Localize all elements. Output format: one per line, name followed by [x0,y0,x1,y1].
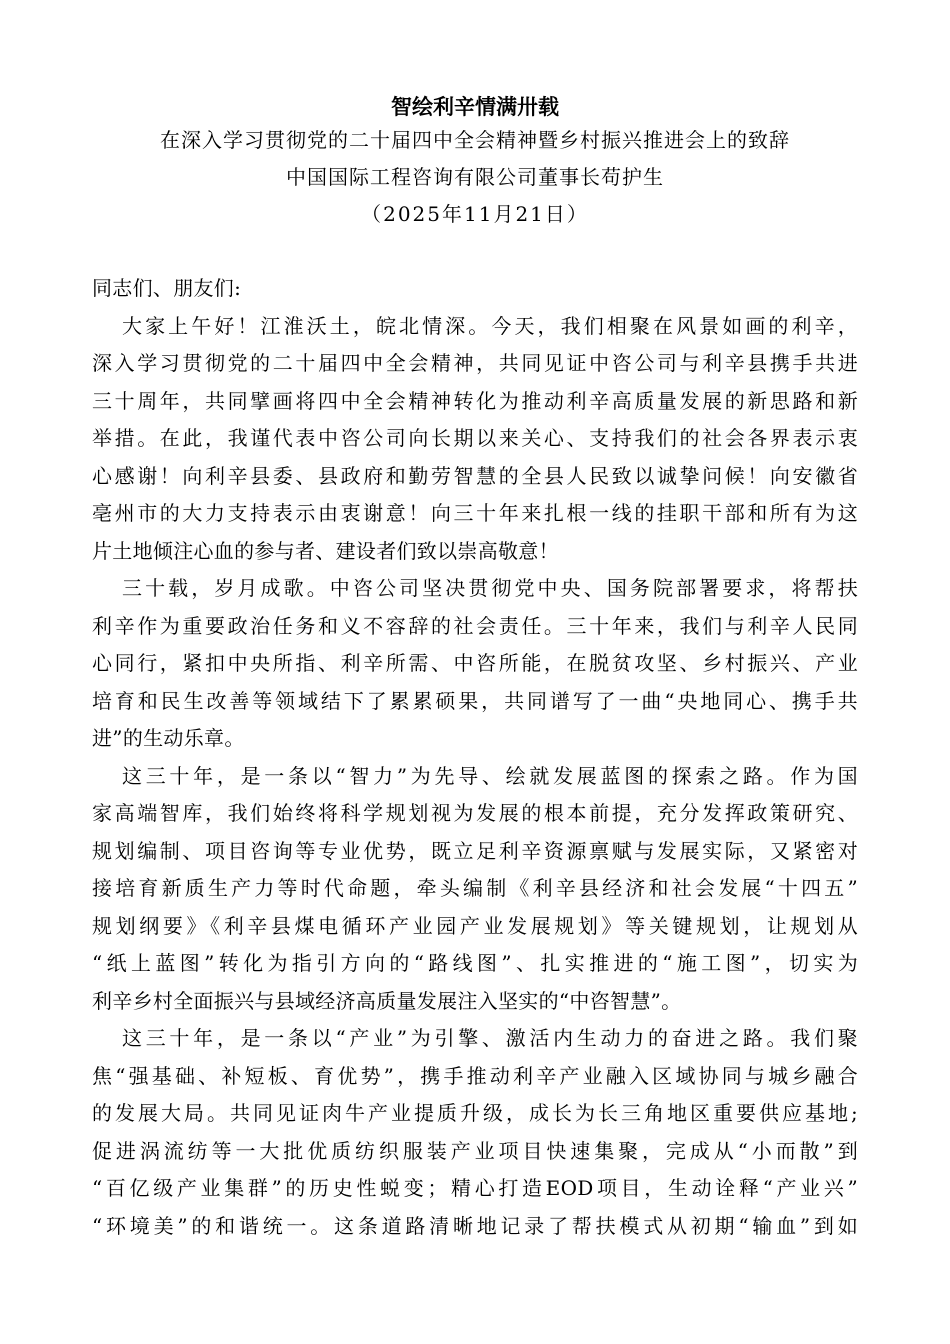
paragraph-line: 促进涡流纺等一大批优质纺织服装产业项目快速集聚，完成从“小而散”到 [92,1138,858,1163]
paragraph-line: 心感谢！向利辛县委、县政府和勤劳智慧的全县人民致以诚挚问候！向安徽省 [92,463,858,488]
document-subtitle: 在深入学习贯彻党的二十届四中全会精神暨乡村振兴推进会上的致辞 [160,128,790,152]
spacer [92,233,858,270]
paragraph-line: “百亿级产业集群”的历史性蜕变；精心打造EOD项目，生动诠释“产业兴” [92,1176,858,1200]
paragraph-line: 焦“强基础、补短板、育优势”，携手推动利辛产业融入区域协同与城乡融合 [92,1063,858,1088]
document-title: 智绘利辛情满卅载 [391,94,559,119]
salutation: 同志们、朋友们: [92,276,242,300]
paragraph-line: 这三十年，是一条以“产业”为引擎、激活内生动力的奋进之路。我们聚 [122,1026,858,1050]
paragraph-line: 心同行，紧扣中央所指、利辛所需、中咨所能，在脱贫攻坚、乡村振兴、产业 [92,651,858,675]
paragraph-line: 这三十年，是一条以“智力”为先导、绘就发展蓝图的探索之路。作为国 [122,763,858,788]
document-date: （2025年11月21日） [361,202,589,226]
document-page [92,92,858,1245]
paragraph-line: 规划纲要》《利辛县煤电循环产业园产业发展规划》等关键规划，让规划从 [92,913,858,938]
paragraph-line: 规划编制、项目咨询等专业优势，既立足利辛资源禀赋与发展实际，又紧密对 [92,838,858,863]
paragraph-line: 三十周年，共同擘画将四中全会精神转化为推动利辛高质量发展的新思路和新 [92,388,858,413]
paragraph-line: 利辛乡村全面振兴与县域经济高质量发展注入坚实的“中咨智慧”。 [92,988,682,1013]
document-author: 中国国际工程咨询有限公司董事长苟护生 [286,165,664,189]
paragraph-line: 大家上午好！江淮沃土，皖北情深。今天，我们相聚在风景如画的利辛， [122,313,858,338]
paragraph-1 [92,308,858,571]
paragraph-line: 利辛作为重要政治任务和义不容辞的社会责任。三十年来，我们与利辛人民同 [92,613,858,638]
paragraph-line: 接培育新质生产力等时代命题，牵头编制《利辛县经济和社会发展“十四五” [92,876,858,900]
paragraph-4 [92,1020,858,1245]
paragraph-line: 举措。在此，我谨代表中咨公司向长期以来关心、支持我们的社会各界表示衷 [92,426,858,450]
paragraph-line: “环境美”的和谐统一。这条道路清晰地记录了帮扶模式从初期“输血”到如 [92,1213,858,1238]
paragraph-line: 进”的生动乐章。 [92,726,245,750]
paragraph-line: “纸上蓝图”转化为指引方向的“路线图”、扎实推进的“施工图”，切实为 [92,951,858,975]
paragraph-3 [92,758,858,1021]
paragraph-line: 家高端智库，我们始终将科学规划视为发展的根本前提，充分发挥政策研究、 [92,801,858,825]
paragraph-line: 培育和民生改善等领域结下了累累硕果，共同谱写了一曲“央地同心、携手共 [92,688,858,713]
paragraph-line: 三十载，岁月成歌。中咨公司坚决贯彻党中央、国务院部署要求，将帮扶 [122,576,858,600]
paragraph-line: 的发展大局。共同见证肉牛产业提质升级，成长为长三角地区重要供应基地; [92,1101,858,1125]
paragraph-2 [92,570,858,758]
paragraph-line: 片土地倾注心血的参与者、建设者们致以崇高敬意！ [92,538,559,563]
paragraph-line: 深入学习贯彻党的二十届四中全会精神，共同见证中咨公司与利辛县携手共进 [92,351,858,375]
paragraph-line: 亳州市的大力支持表示由衷谢意！向三十年来扎根一线的挂职干部和所有为这 [92,501,858,525]
